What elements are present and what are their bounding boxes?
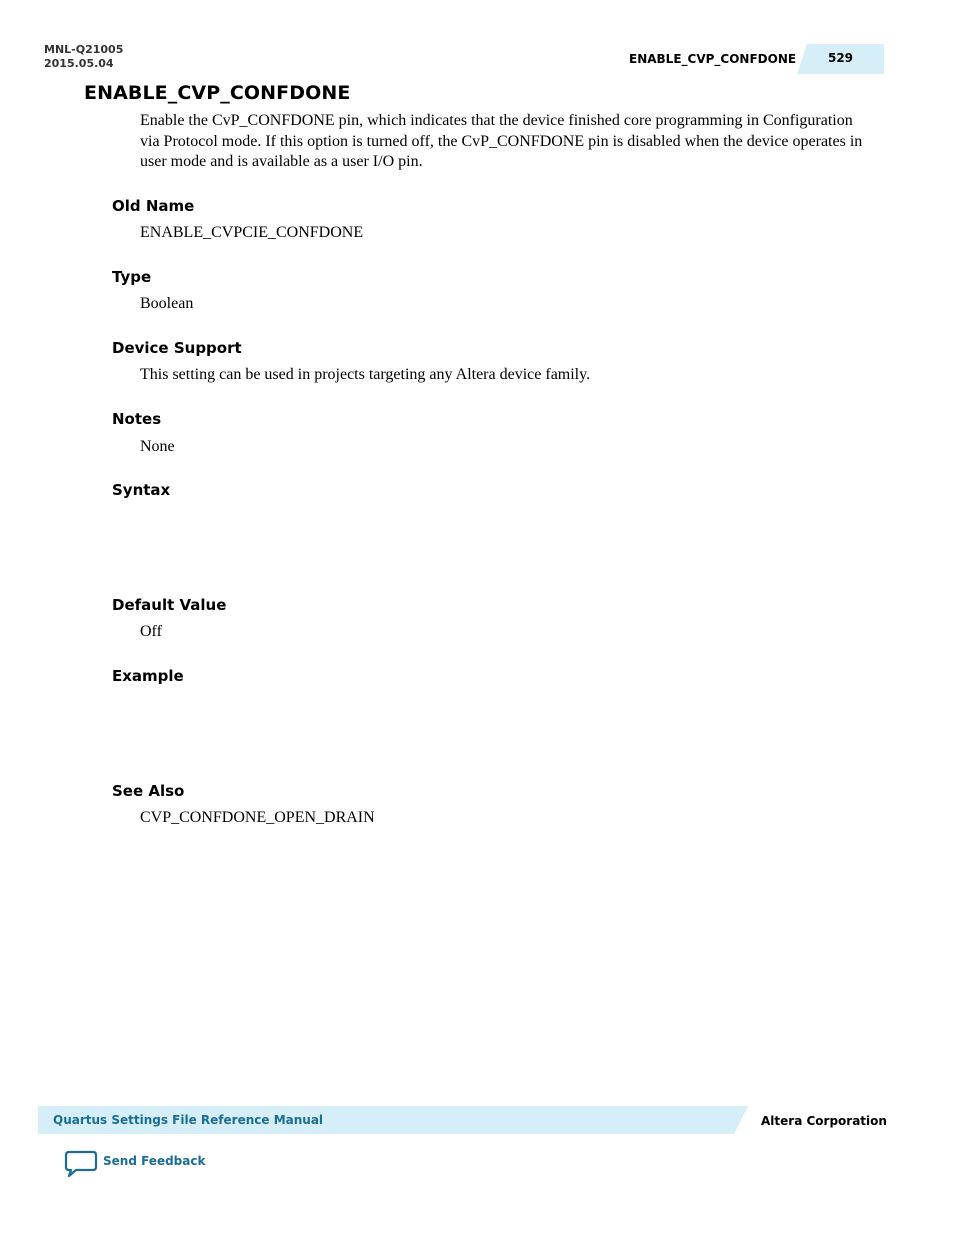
page-title: ENABLE_CVP_CONFDONE [84, 82, 351, 104]
old-name-value: ENABLE_CVPCIE_CONFDONE [140, 224, 364, 241]
example-heading: Example [112, 667, 184, 685]
see-also-heading: See Also [112, 782, 185, 800]
footer-corporation: Altera Corporation [761, 1114, 887, 1128]
see-also-link[interactable]: CVP_CONFDONE_OPEN_DRAIN [140, 809, 375, 826]
type-heading: Type [112, 268, 152, 286]
old-name-heading: Old Name [112, 197, 195, 215]
speech-bubble-icon[interactable] [64, 1149, 98, 1179]
document-id-block [44, 43, 123, 71]
device-support-value: This setting can be used in projects targeting any Altera device family. [140, 366, 591, 383]
document-date: 2015.05.04 [44, 57, 114, 70]
notes-heading: Notes [112, 410, 162, 428]
notes-value: None [140, 438, 175, 455]
page-number: 529 [827, 51, 854, 65]
type-value: Boolean [140, 295, 194, 312]
intro-paragraph: Enable the CvP_CONFDONE pin, which indicates that the device finished core programming in Configuration via Protocol mode. If this option is turned off, the CvP_CONFDONE pin is disabled when the device operates in user mode and is available as a user I/O pin. [140, 112, 863, 170]
document-id: MNL-Q21005 [44, 43, 124, 56]
default-value-value: Off [140, 623, 162, 640]
send-feedback-link[interactable]: Send Feedback [103, 1154, 206, 1168]
running-title: ENABLE_CVP_CONFDONE [629, 52, 797, 66]
default-value-heading: Default Value [112, 596, 227, 614]
footer-manual-title: Quartus Settings File Reference Manual [53, 1113, 324, 1127]
device-support-heading: Device Support [112, 339, 242, 357]
syntax-heading: Syntax [112, 481, 171, 499]
